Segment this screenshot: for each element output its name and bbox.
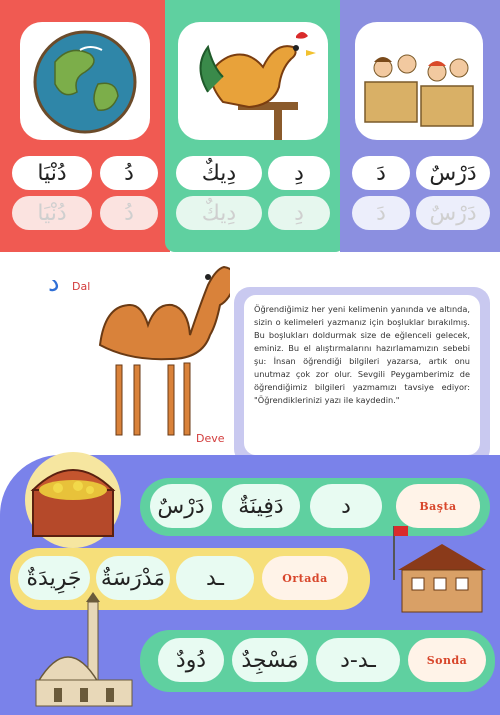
globe-picture: [20, 22, 150, 140]
camel-illustration: [80, 255, 230, 445]
row1-word-defina: دَفِينَةٌ: [222, 484, 300, 528]
word-dunya: دُنْيَا: [12, 156, 92, 190]
row3-word-mescid: مَسْجِدٌ: [232, 638, 308, 682]
row3-word-dud: دُودٌ: [158, 638, 224, 682]
word-ders-tracing[interactable]: دَرْسٌ: [416, 196, 490, 230]
row3-tag-sonda: Sonda: [408, 638, 486, 682]
letter-fatha-tracing[interactable]: دَ: [352, 196, 410, 230]
school-building-illustration: [380, 520, 490, 620]
classroom-illustration: [355, 22, 483, 140]
row3-letter: ـد-د: [316, 638, 400, 682]
letter-kasra-tracing[interactable]: دِ: [268, 196, 330, 230]
row2-word-medrese: مَدْرَسَةٌ: [96, 556, 170, 600]
letter-fatha: دَ: [352, 156, 410, 190]
letter-kasra: دِ: [268, 156, 330, 190]
word-dik-tracing[interactable]: دِيكٌ: [176, 196, 262, 230]
dal-letter: د: [48, 268, 60, 298]
info-box: [234, 287, 490, 465]
row2-tag-ortada: Ortada: [262, 556, 348, 600]
row2-word-cerida: جَرِيدَةٌ: [18, 556, 90, 600]
rooster-picture: [178, 22, 328, 140]
word-ders: دَرْسٌ: [416, 156, 490, 190]
letter-damme-tracing[interactable]: دُ: [100, 196, 158, 230]
deve-label: Deve: [196, 432, 225, 445]
treasure-chest-illustration: [18, 440, 133, 550]
word-dik: دِيكٌ: [176, 156, 262, 190]
row1-word-ders: دَرْسٌ: [150, 484, 212, 528]
rooster-illustration: [178, 22, 328, 140]
row1-tag-basta: Başta: [396, 484, 480, 528]
mosque-illustration: [30, 592, 140, 712]
classroom-picture: [355, 22, 483, 140]
letter-damme: دُ: [100, 156, 158, 190]
row1-letter: د: [310, 484, 382, 528]
word-dunya-tracing[interactable]: دُنْيَا: [12, 196, 92, 230]
row2-letter: ـد: [176, 556, 254, 600]
globe-illustration: [20, 22, 150, 140]
info-paragraph: Öğrendiğimiz her yeni kelimenin yanında ve altında, sizin o kelimeleri yazmanız için boşluklar bırakılmış. Bu boşlukları doldurmak size de eğlenceli gelecek, eminiz. Bu el alıştırmalarını hazırlamamızın sebebi şu: İnsan öğrendiği bilgileri yazarsa, artık onu unutmaz çok zor olur. Sevgili Peygamberimiz de öğrendiğimiz bilgileri yazmamızı tavsiye ediyor: "Öğrendiklerinizi yazı ile kaydedin.": [244, 295, 480, 455]
dal-label: Dal: [72, 280, 91, 293]
